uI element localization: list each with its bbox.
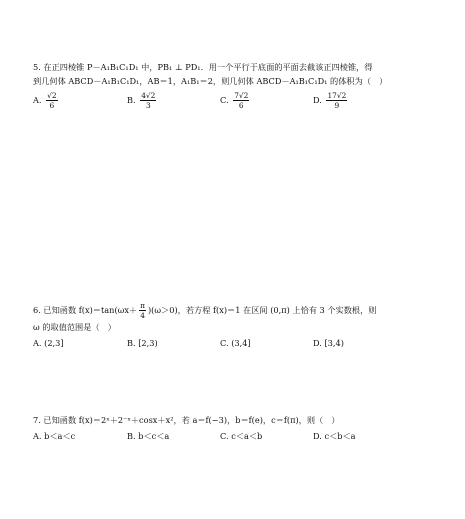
option-fraction — [46, 92, 57, 110]
fraction-numerator: π — [140, 301, 145, 310]
question-7-line-1 — [33, 413, 340, 427]
option-d[interactable] — [313, 92, 349, 110]
option-label: C. — [220, 94, 229, 105]
question-6-line-1 — [33, 302, 376, 320]
fraction-denominator: 4 — [140, 310, 145, 320]
option-label: C. — [220, 431, 229, 441]
option-label: C. — [220, 338, 229, 348]
option-text: c＜b＜a — [324, 431, 356, 441]
option-a[interactable] — [33, 92, 60, 110]
question-7-text: 已知函数 f(x)＝2ˣ＋2⁻ˣ＋cosx＋x²，若 a＝f(−3)，b＝f(e)，c＝f(π)，则（ ） — [43, 415, 340, 425]
option-a[interactable] — [33, 338, 64, 348]
option-fraction — [233, 92, 249, 110]
option-b[interactable] — [127, 338, 158, 348]
question-7 — [33, 413, 340, 427]
option-a[interactable] — [33, 431, 75, 442]
fraction-denominator: 3 — [145, 100, 151, 110]
question-5-options — [33, 92, 433, 108]
pi-over-4-fraction — [139, 302, 146, 320]
question-6-line-2: ω 的取值范围是（ ） — [33, 321, 116, 332]
question-6 — [33, 302, 376, 334]
question-5-number: 5. — [33, 62, 41, 72]
option-label: A. — [33, 338, 42, 348]
fraction-denominator: 6 — [49, 100, 55, 110]
option-fraction — [326, 92, 347, 110]
option-label: D. — [313, 94, 322, 105]
option-b[interactable] — [127, 92, 158, 110]
question-6-options — [33, 338, 433, 354]
option-c[interactable] — [220, 431, 262, 442]
option-label: D. — [313, 431, 322, 441]
option-c[interactable] — [220, 92, 251, 110]
fraction-numerator: 17√2 — [327, 91, 347, 100]
option-d[interactable] — [313, 431, 356, 442]
option-label: D. — [313, 338, 322, 348]
question-6-text-pre: 已知函数 f(x)＝tan(ωx＋ — [43, 304, 138, 315]
option-label: B. — [127, 431, 136, 441]
option-label: B. — [127, 338, 136, 348]
fraction-numerator: √2 — [47, 91, 57, 100]
question-5-text-1: 在正四棱锥 P－A₁B₁C₁D₁ 中，PB₁ ⊥ PD₁．用一个平行于底面的平面去截该正四棱锥，得 — [43, 62, 373, 72]
question-5-line-1 — [33, 60, 387, 74]
option-text: (2,3] — [44, 338, 64, 348]
option-d[interactable] — [313, 338, 344, 348]
fraction-denominator: 9 — [334, 100, 340, 110]
fraction-numerator: 4√2 — [141, 91, 156, 100]
option-label: A. — [33, 431, 42, 441]
option-text: b＜c＜a — [138, 431, 170, 441]
fraction-denominator: 6 — [238, 100, 244, 110]
question-6-number: 6. — [33, 304, 41, 315]
question-6-text-post: )(ω＞0)，若方程 f(x)＝1 在区间 (0,π) 上恰有 3 个实数根，则 — [147, 304, 377, 315]
option-c[interactable] — [220, 338, 251, 348]
option-label: B. — [127, 94, 136, 105]
option-b[interactable] — [127, 431, 169, 442]
question-5-line-2: 到几何体 ABCD－A₁B₁C₁D₁，AB＝1，A₁B₁＝2，则几何体 ABCD－A₁B₁C₁D₁ 的体积为（ ） — [33, 76, 388, 86]
option-text: b＜a＜c — [44, 431, 76, 441]
question-5 — [33, 60, 387, 88]
option-text: c＜a＜b — [231, 431, 263, 441]
option-fraction — [140, 92, 156, 110]
fraction-numerator: 7√2 — [234, 91, 249, 100]
option-text: [2,3) — [138, 338, 158, 348]
option-label: A. — [33, 94, 42, 105]
option-text: (3,4] — [231, 338, 251, 348]
question-7-number: 7. — [33, 415, 41, 425]
option-text: [3,4) — [324, 338, 344, 348]
question-7-options — [33, 431, 433, 447]
